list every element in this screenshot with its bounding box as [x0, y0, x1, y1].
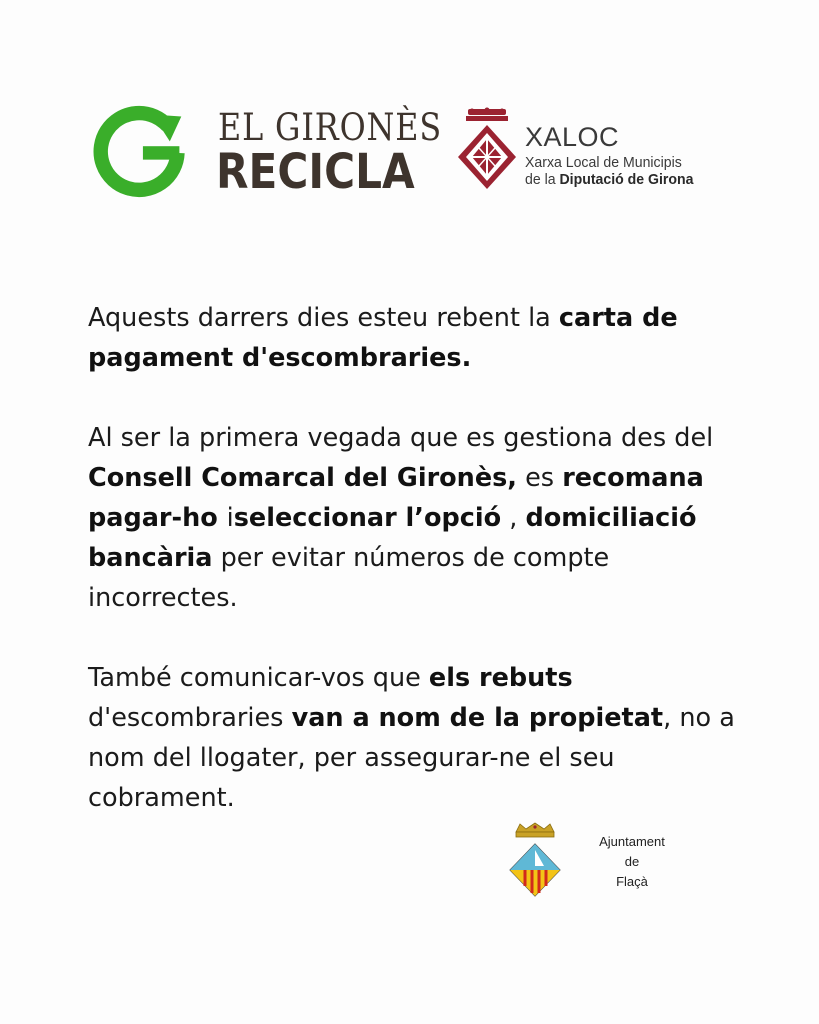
brand-line1: EL GIRONÈS [218, 106, 442, 149]
xaloc-subtitle-line2 [525, 171, 693, 188]
ajuntament-label [592, 832, 672, 892]
bold-text: els rebuts [428, 663, 573, 693]
xaloc-logo-text [525, 123, 704, 188]
xaloc-line2-prefix: de la [525, 171, 560, 188]
bold-text: carta de pagament d'escombraries. [88, 303, 678, 373]
bold-text: Consell Comarcal del Gironès, [88, 463, 517, 493]
bold-text: seleccionar l’opció [233, 503, 502, 533]
xaloc-shield-icon [456, 107, 518, 191]
bold-text: recomana pagar-ho [88, 463, 704, 533]
text-run: d'escombraries [88, 703, 292, 733]
ajuntament-line2: de [624, 854, 640, 869]
text-run: , [501, 503, 526, 533]
text-run: També comunicar-vos que [88, 663, 429, 693]
brand-line2: RECICLA [216, 144, 415, 200]
ajuntament-line3: Flaçà [616, 874, 648, 889]
paragraph-2 [88, 418, 748, 618]
text-run: i [226, 503, 234, 533]
bold-text: van a nom de la propietat [291, 703, 664, 733]
recycle-g-logo-icon [92, 103, 190, 199]
xaloc-line2-bold: Diputació de Girona [559, 171, 694, 188]
text-run: , no a nom del llogater, per assegurar-ne el seu cobrament. [88, 703, 735, 813]
xaloc-title: XALOC [525, 122, 620, 152]
text-run: Aquests darrers dies esteu rebent la [88, 303, 559, 333]
xaloc-subtitle-line1: Xarxa Local de Municipis [525, 154, 682, 171]
text-run: per evitar números de compte incorrectes. [88, 543, 610, 613]
paragraph-1 [88, 298, 748, 378]
text-run: Al ser la primera vegada que es gestiona des del [88, 423, 714, 453]
el-gironès-recicla-logo [216, 106, 478, 200]
flaca-coat-of-arms-icon [508, 822, 562, 898]
ajuntament-line1: Ajuntament [599, 834, 665, 849]
header-logos [0, 95, 819, 205]
bold-text: domiciliació bancària [88, 503, 697, 573]
text-run: es [517, 463, 563, 493]
ajuntament-flaca-logo [508, 822, 708, 902]
paragraph-3 [88, 658, 748, 818]
notice-body [88, 298, 748, 818]
